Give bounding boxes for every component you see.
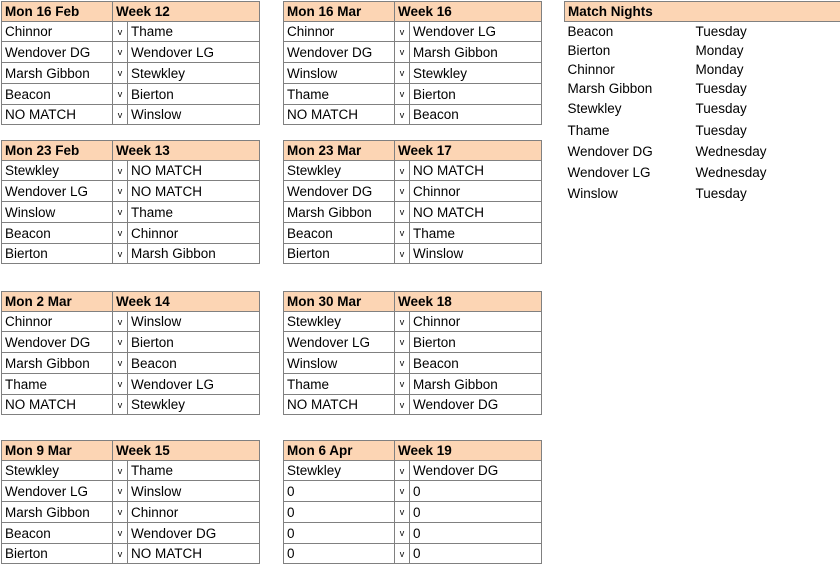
versus-label[interactable]: v: [113, 523, 128, 544]
home-team[interactable]: Wendover DG: [284, 181, 395, 202]
fixture-date[interactable]: Mon 16 Feb: [2, 2, 113, 22]
night-day[interactable]: Wednesday: [693, 162, 840, 183]
night-day[interactable]: Monday: [693, 41, 840, 60]
home-team[interactable]: 0: [284, 523, 395, 544]
home-team[interactable]: Chinnor: [2, 312, 113, 332]
fixture-row: [284, 202, 542, 223]
home-team[interactable]: Wendover DG: [2, 42, 113, 63]
away-team[interactable]: Bierton: [410, 84, 542, 105]
home-team[interactable]: Winslow: [284, 63, 395, 84]
versus-label[interactable]: v: [395, 223, 410, 244]
versus-label[interactable]: v: [113, 202, 128, 223]
fixture-row: [284, 22, 542, 42]
home-team[interactable]: Beacon: [2, 84, 113, 105]
versus-label[interactable]: v: [113, 63, 128, 84]
away-team[interactable]: Winslow: [410, 244, 542, 264]
fixture-week[interactable]: Week 14: [113, 292, 260, 312]
home-team[interactable]: Stewkley: [284, 312, 395, 332]
fixture-row: [2, 523, 260, 544]
versus-label[interactable]: v: [113, 332, 128, 353]
versus-label[interactable]: v: [395, 544, 410, 564]
home-team[interactable]: Winslow: [284, 353, 395, 374]
away-team[interactable]: Thame: [410, 223, 542, 244]
away-team[interactable]: Wendover DG: [410, 461, 542, 481]
night-team[interactable]: Wendover LG: [565, 162, 693, 183]
away-team[interactable]: Beacon: [410, 105, 542, 125]
versus-label[interactable]: v: [113, 461, 128, 481]
fixture-week[interactable]: Week 13: [113, 141, 260, 161]
fixture-row: [284, 84, 542, 105]
away-team[interactable]: Winslow: [128, 105, 260, 125]
fixture-row: [284, 312, 542, 332]
fixture-row: [2, 395, 260, 415]
versus-label[interactable]: v: [113, 353, 128, 374]
versus-label[interactable]: v: [395, 481, 410, 502]
home-team[interactable]: 0: [284, 544, 395, 564]
home-team[interactable]: Marsh Gibbon: [2, 63, 113, 84]
versus-label[interactable]: v: [395, 63, 410, 84]
away-team[interactable]: Bierton: [410, 332, 542, 353]
home-team[interactable]: Bierton: [2, 544, 113, 564]
fixture-table-week: [283, 140, 542, 264]
versus-label[interactable]: v: [113, 42, 128, 63]
night-day[interactable]: Wednesday: [693, 142, 840, 162]
away-team[interactable]: 0: [410, 523, 542, 544]
versus-label[interactable]: v: [395, 353, 410, 374]
home-team[interactable]: Stewkley: [284, 161, 395, 181]
fixture-date[interactable]: Mon 23 Mar: [284, 141, 395, 161]
fixture-row: [2, 481, 260, 502]
versus-label[interactable]: v: [395, 312, 410, 332]
away-team[interactable]: Stewkley: [128, 63, 260, 84]
home-team[interactable]: Bierton: [2, 244, 113, 264]
home-team[interactable]: Stewkley: [2, 461, 113, 481]
fixture-row: [284, 481, 542, 502]
fixture-row: [2, 63, 260, 84]
fixture-row: [2, 332, 260, 353]
versus-label[interactable]: v: [395, 42, 410, 63]
away-team[interactable]: Thame: [128, 202, 260, 223]
versus-label[interactable]: v: [113, 105, 128, 125]
away-team[interactable]: Thame: [128, 22, 260, 42]
versus-label[interactable]: v: [395, 332, 410, 353]
away-team[interactable]: Wendover DG: [128, 523, 260, 544]
night-team[interactable]: Chinnor: [565, 60, 693, 79]
versus-label[interactable]: v: [395, 523, 410, 544]
fixture-row: [2, 22, 260, 42]
versus-label[interactable]: v: [113, 395, 128, 415]
night-day[interactable]: Monday: [693, 60, 840, 79]
fixture-row: [2, 353, 260, 374]
home-team[interactable]: Thame: [284, 84, 395, 105]
fixture-row: [2, 84, 260, 105]
away-team[interactable]: 0: [410, 481, 542, 502]
fixture-week[interactable]: Week 19: [395, 441, 542, 461]
away-team[interactable]: Winslow: [128, 312, 260, 332]
away-team[interactable]: Winslow: [128, 481, 260, 502]
versus-label[interactable]: v: [113, 312, 128, 332]
versus-label[interactable]: v: [113, 374, 128, 395]
fixture-date[interactable]: Mon 2 Mar: [2, 292, 113, 312]
versus-label[interactable]: v: [113, 22, 128, 42]
versus-label[interactable]: v: [113, 161, 128, 181]
home-team[interactable]: Wendover LG: [2, 481, 113, 502]
versus-label[interactable]: v: [395, 84, 410, 105]
fixture-row: [2, 161, 260, 181]
home-team[interactable]: Wendover DG: [2, 332, 113, 353]
fixture-date[interactable]: Mon 23 Feb: [2, 141, 113, 161]
versus-label[interactable]: v: [113, 481, 128, 502]
fixture-week[interactable]: Week 15: [113, 441, 260, 461]
fixture-row: [284, 181, 542, 202]
fixture-date[interactable]: Mon 9 Mar: [2, 441, 113, 461]
versus-label[interactable]: v: [395, 395, 410, 415]
away-team[interactable]: Thame: [128, 461, 260, 481]
away-team[interactable]: NO MATCH: [128, 181, 260, 202]
fixture-row: [284, 374, 542, 395]
versus-label[interactable]: v: [395, 202, 410, 223]
night-team[interactable]: Thame: [565, 120, 693, 142]
home-team[interactable]: Chinnor: [2, 22, 113, 42]
fixture-row: [2, 105, 260, 125]
home-team[interactable]: NO MATCH: [2, 395, 113, 415]
away-team[interactable]: Wendover LG: [128, 42, 260, 63]
home-team[interactable]: Marsh Gibbon: [284, 202, 395, 223]
away-team[interactable]: Marsh Gibbon: [128, 244, 260, 264]
versus-label[interactable]: v: [395, 22, 410, 42]
night-day[interactable]: Tuesday: [693, 22, 840, 41]
away-team[interactable]: NO MATCH: [128, 544, 260, 564]
fixture-row: [2, 181, 260, 202]
away-team[interactable]: Marsh Gibbon: [410, 374, 542, 395]
fixture-row: [2, 244, 260, 264]
home-team[interactable]: Marsh Gibbon: [2, 502, 113, 523]
fixture-row: [284, 105, 542, 125]
away-team[interactable]: Beacon: [128, 353, 260, 374]
fixture-row: [284, 223, 542, 244]
home-team[interactable]: Marsh Gibbon: [2, 353, 113, 374]
versus-label[interactable]: v: [395, 105, 410, 125]
away-team[interactable]: Chinnor: [128, 502, 260, 523]
fixture-date[interactable]: Mon 30 Mar: [284, 292, 395, 312]
fixture-row: [2, 202, 260, 223]
fixture-table-week: [1, 291, 260, 415]
home-team[interactable]: Thame: [2, 374, 113, 395]
night-team[interactable]: Marsh Gibbon: [565, 79, 693, 98]
away-team[interactable]: Chinnor: [410, 181, 542, 202]
home-team[interactable]: Wendover DG: [284, 42, 395, 63]
night-day[interactable]: Tuesday: [693, 120, 840, 142]
away-team[interactable]: NO MATCH: [410, 202, 542, 223]
fixture-row: [284, 395, 542, 415]
match-nights-title[interactable]: Match Nights: [565, 2, 840, 22]
home-team[interactable]: NO MATCH: [2, 105, 113, 125]
fixture-row: [284, 544, 542, 564]
away-team[interactable]: Chinnor: [410, 312, 542, 332]
home-team[interactable]: Stewkley: [284, 461, 395, 481]
fixture-table-week: [1, 440, 260, 564]
home-team[interactable]: Chinnor: [284, 22, 395, 42]
versus-label[interactable]: v: [395, 374, 410, 395]
night-team[interactable]: Winslow: [565, 183, 693, 205]
home-team[interactable]: 0: [284, 502, 395, 523]
home-team[interactable]: Winslow: [2, 202, 113, 223]
home-team[interactable]: Bierton: [284, 244, 395, 264]
versus-label[interactable]: v: [395, 502, 410, 523]
night-team[interactable]: Bierton: [565, 41, 693, 60]
fixture-table-week: [283, 1, 542, 125]
home-team[interactable]: NO MATCH: [284, 105, 395, 125]
fixture-table-week: [283, 291, 542, 415]
night-team[interactable]: Stewkley: [565, 98, 693, 120]
fixture-date[interactable]: Mon 6 Apr: [284, 441, 395, 461]
fixture-row: [284, 63, 542, 84]
versus-label[interactable]: v: [113, 84, 128, 105]
away-team[interactable]: Bierton: [128, 332, 260, 353]
away-team[interactable]: Marsh Gibbon: [410, 42, 542, 63]
away-team[interactable]: Bierton: [128, 84, 260, 105]
match-nights-table: [564, 1, 840, 205]
away-team[interactable]: Wendover LG: [410, 22, 542, 42]
night-team[interactable]: Beacon: [565, 22, 693, 41]
versus-label[interactable]: v: [113, 502, 128, 523]
away-team[interactable]: Stewkley: [128, 395, 260, 415]
fixture-row: [284, 502, 542, 523]
fixture-week[interactable]: Week 12: [113, 2, 260, 22]
fixture-week[interactable]: Week 18: [395, 292, 542, 312]
versus-label[interactable]: v: [113, 244, 128, 264]
fixture-row: [2, 502, 260, 523]
versus-label[interactable]: v: [395, 461, 410, 481]
fixture-row: [2, 544, 260, 564]
fixture-row: [2, 374, 260, 395]
night-day[interactable]: Tuesday: [693, 79, 840, 98]
night-day[interactable]: Tuesday: [693, 98, 840, 120]
away-team[interactable]: Wendover DG: [410, 395, 542, 415]
fixture-week[interactable]: Week 17: [395, 141, 542, 161]
fixture-week[interactable]: Week 16: [395, 2, 542, 22]
fixture-row: [284, 161, 542, 181]
away-team[interactable]: Stewkley: [410, 63, 542, 84]
away-team[interactable]: Chinnor: [128, 223, 260, 244]
away-team[interactable]: NO MATCH: [128, 161, 260, 181]
night-team[interactable]: Wendover DG: [565, 142, 693, 162]
fixture-row: [284, 523, 542, 544]
fixture-row: [284, 353, 542, 374]
home-team[interactable]: Wendover LG: [284, 332, 395, 353]
home-team[interactable]: 0: [284, 481, 395, 502]
away-team[interactable]: Beacon: [410, 353, 542, 374]
away-team[interactable]: 0: [410, 544, 542, 564]
versus-label[interactable]: v: [395, 244, 410, 264]
fixture-date[interactable]: Mon 16 Mar: [284, 2, 395, 22]
versus-label[interactable]: v: [395, 181, 410, 202]
versus-label[interactable]: v: [113, 223, 128, 244]
fixture-row: [2, 42, 260, 63]
home-team[interactable]: Beacon: [2, 223, 113, 244]
away-team[interactable]: NO MATCH: [410, 161, 542, 181]
fixture-row: [284, 461, 542, 481]
fixture-row: [2, 312, 260, 332]
home-team[interactable]: Wendover LG: [2, 181, 113, 202]
away-team[interactable]: Wendover LG: [128, 374, 260, 395]
fixture-row: [284, 42, 542, 63]
home-team[interactable]: Beacon: [284, 223, 395, 244]
fixture-table-week: [1, 1, 260, 125]
night-day[interactable]: Tuesday: [693, 183, 840, 205]
home-team[interactable]: Thame: [284, 374, 395, 395]
fixture-row: [284, 244, 542, 264]
fixture-row: [2, 461, 260, 481]
home-team[interactable]: Beacon: [2, 523, 113, 544]
home-team[interactable]: NO MATCH: [284, 395, 395, 415]
home-team[interactable]: Stewkley: [2, 161, 113, 181]
fixture-row: [284, 332, 542, 353]
versus-label[interactable]: v: [113, 544, 128, 564]
versus-label[interactable]: v: [113, 181, 128, 202]
fixture-table-week: [1, 140, 260, 264]
fixture-table-week: [283, 440, 542, 564]
away-team[interactable]: 0: [410, 502, 542, 523]
fixture-row: [2, 223, 260, 244]
versus-label[interactable]: v: [395, 161, 410, 181]
